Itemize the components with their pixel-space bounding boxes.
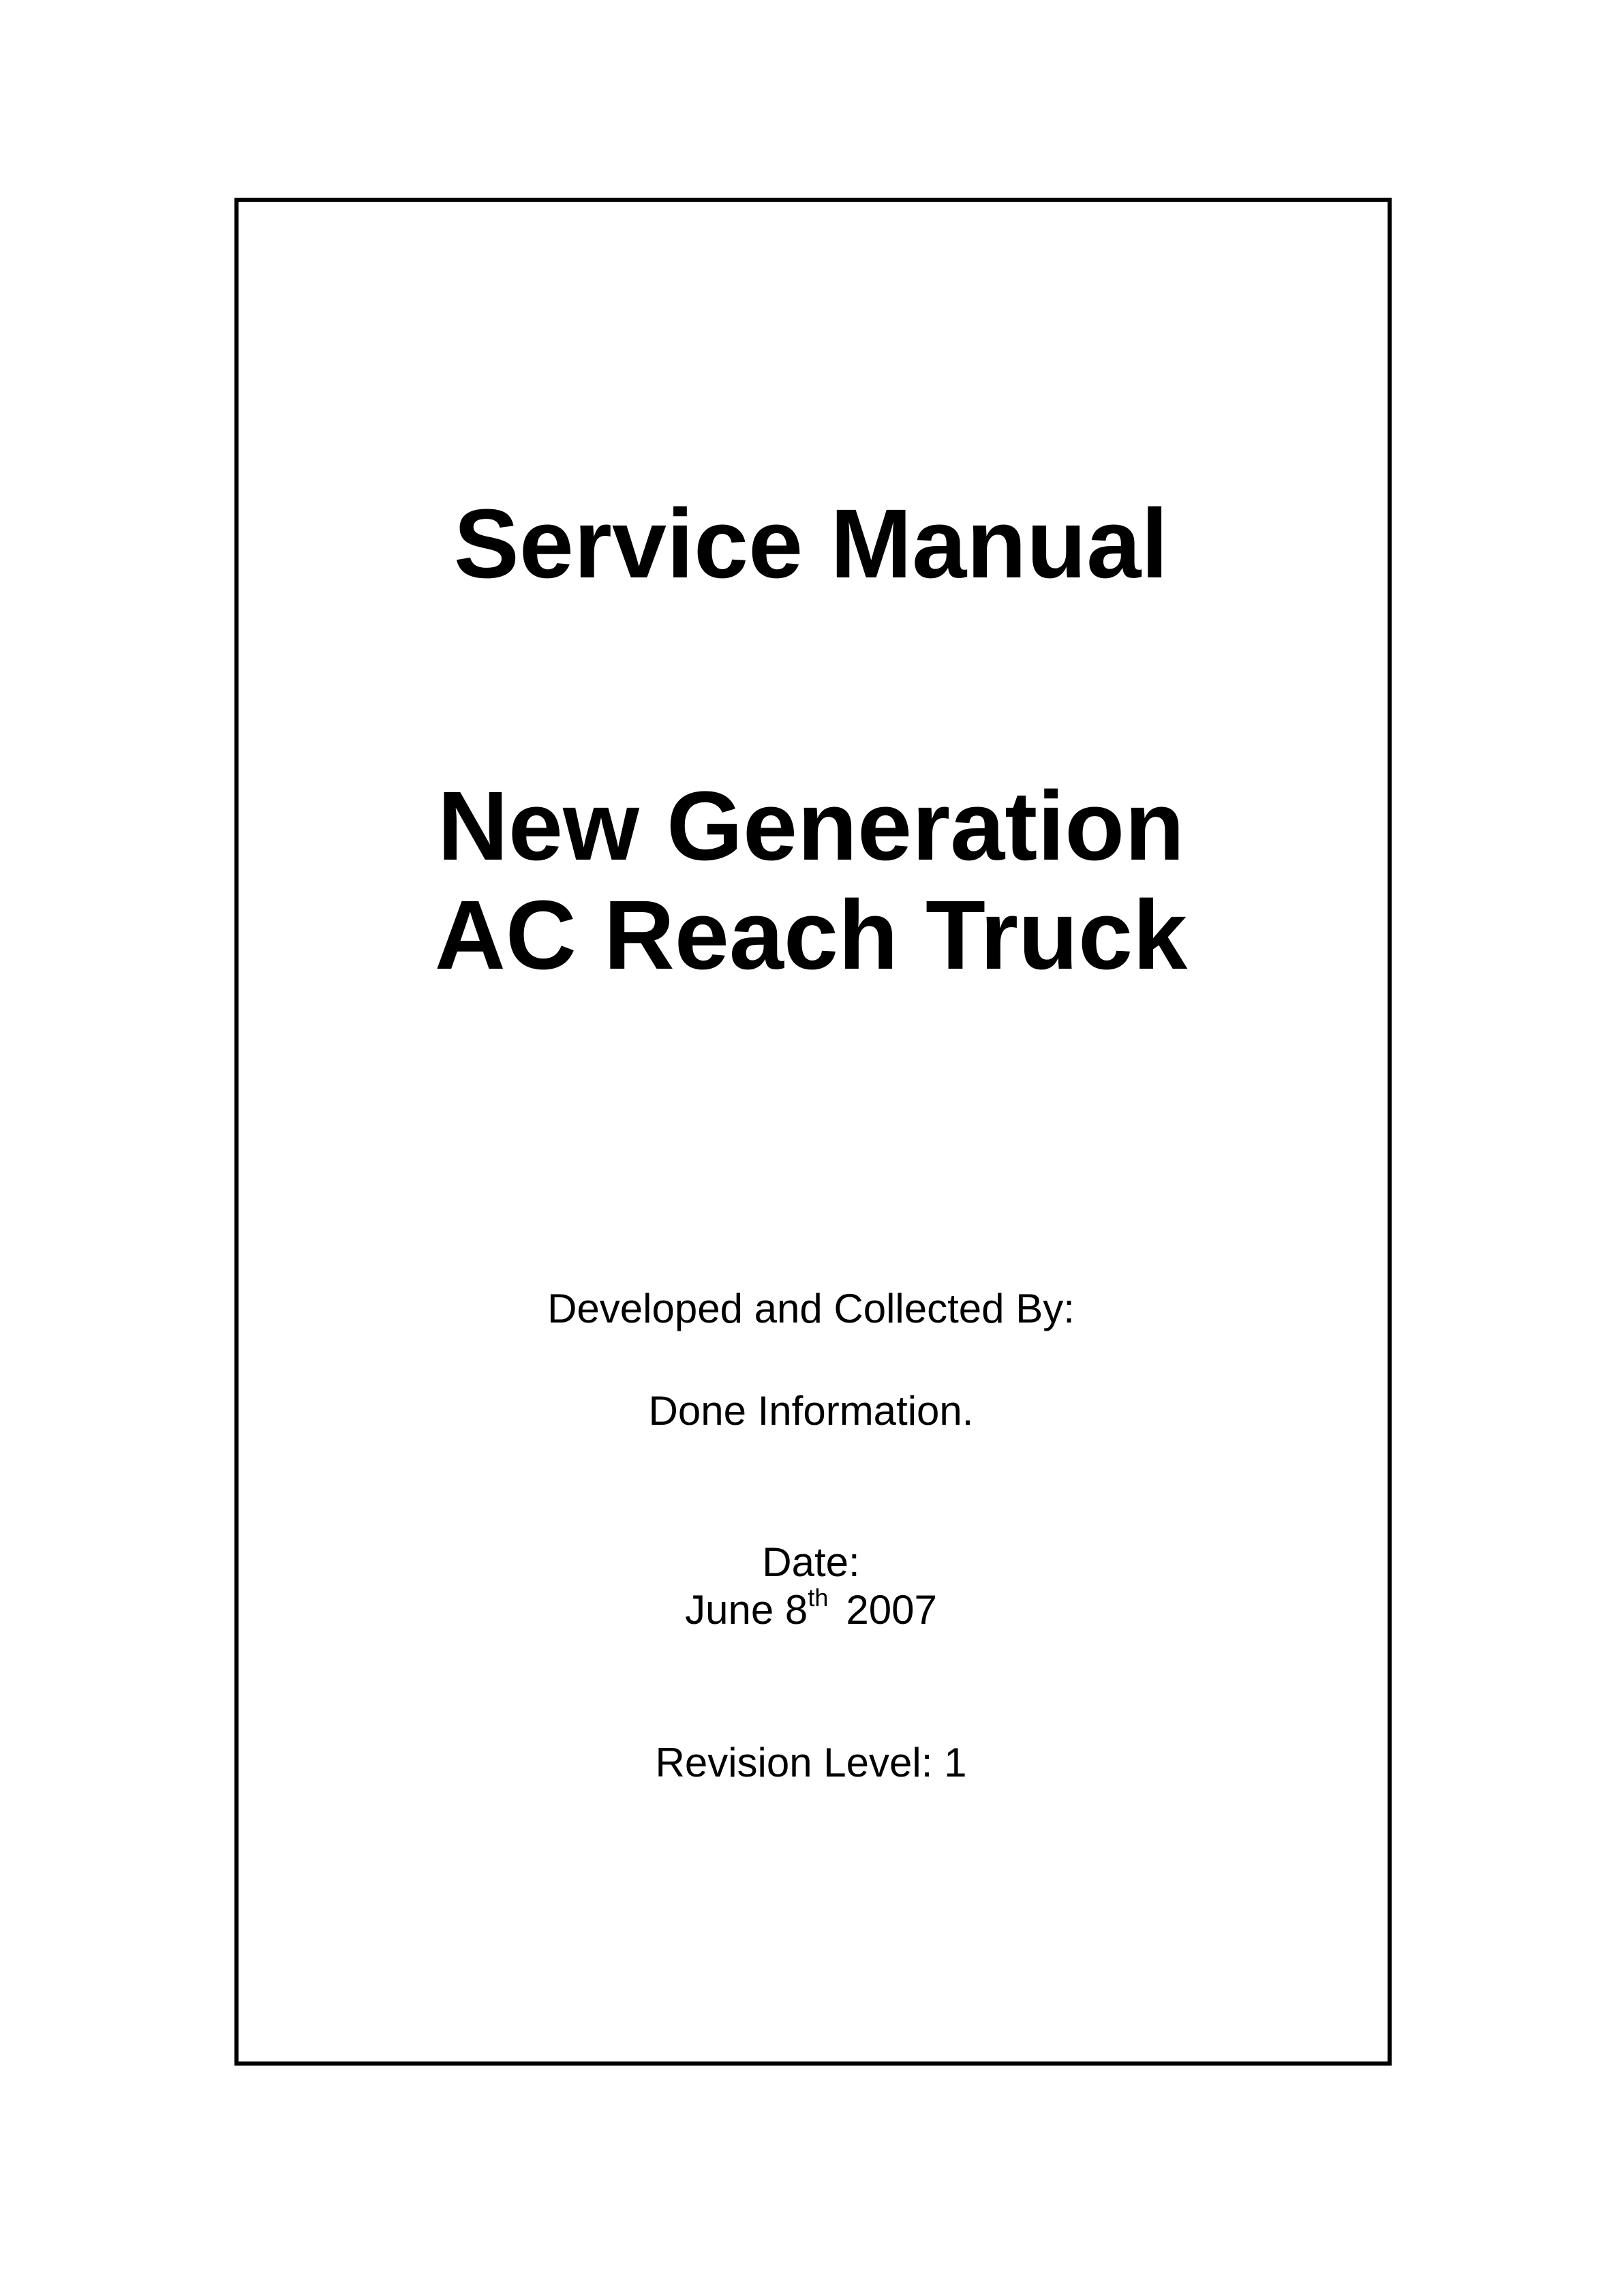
date-year: 2007 [846,1587,937,1633]
date-label: Date: [762,1539,860,1585]
date-month-day: June 8 [685,1587,808,1633]
manual-title: Service Manual [453,489,1169,599]
product-subtitle-line-1: New Generation [437,771,1185,881]
date-ordinal-suffix: th [808,1584,829,1612]
revision-level: Revision Level: 1 [655,1740,967,1785]
product-subtitle-line-2: AC Reach Truck [434,880,1188,990]
cover-border-frame [234,198,1392,2066]
developer-name: Done Information. [648,1388,974,1434]
date-value [0,1584,1622,1633]
developed-by-label: Developed and Collected By: [547,1286,1075,1331]
